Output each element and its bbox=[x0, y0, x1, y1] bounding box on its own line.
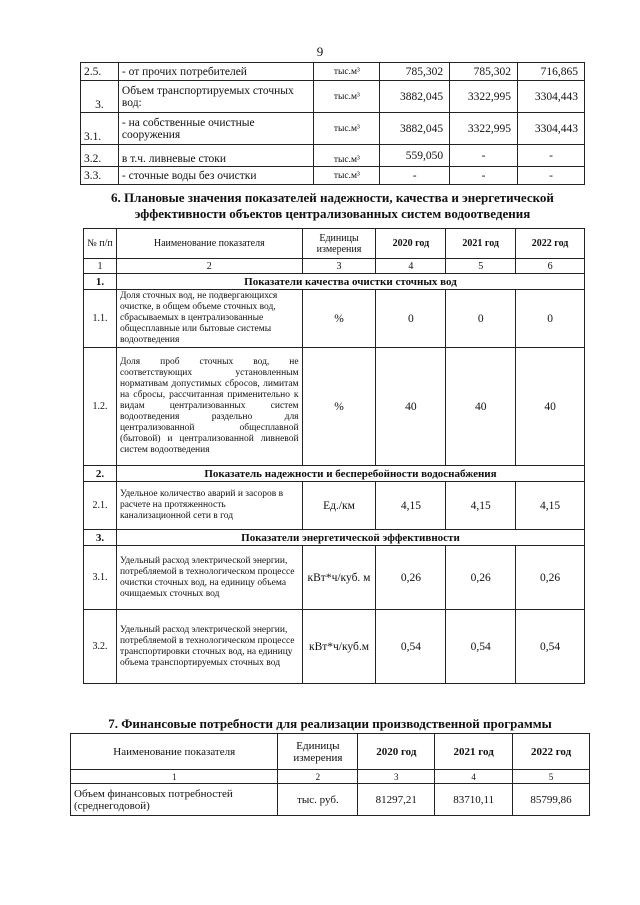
header-unit: Единицы измерения bbox=[302, 229, 376, 259]
row-number: 1.1. bbox=[84, 290, 117, 348]
value-2020: 559,050 bbox=[380, 145, 450, 167]
header-name: Наименование показателя bbox=[71, 734, 278, 770]
col-number: 6 bbox=[516, 259, 585, 274]
value-2022: - bbox=[518, 167, 585, 185]
col-number: 5 bbox=[513, 770, 590, 784]
header-2021: 2021 год bbox=[435, 734, 513, 770]
column-numbers-row bbox=[71, 770, 590, 784]
value-2021: 3322,995 bbox=[450, 113, 518, 145]
value-2021: - bbox=[450, 145, 518, 167]
value-2022: 3304,443 bbox=[518, 81, 585, 113]
header-2022: 2022 год bbox=[513, 734, 590, 770]
value-2021: 0,26 bbox=[446, 546, 516, 610]
header-name: Наименование показателя bbox=[116, 229, 302, 259]
value-2022: - bbox=[518, 145, 585, 167]
value-2021: 0,54 bbox=[446, 610, 516, 684]
value-2021: 3322,995 bbox=[450, 81, 518, 113]
table-row bbox=[84, 348, 585, 466]
col-number: 4 bbox=[376, 259, 446, 274]
table-row bbox=[81, 81, 585, 113]
row-number: 2.5. bbox=[81, 63, 119, 81]
table-row bbox=[81, 167, 585, 185]
row-number: 3.1. bbox=[84, 546, 117, 610]
value-2020: 3882,045 bbox=[380, 113, 450, 145]
value-2022: 85799,86 bbox=[513, 784, 590, 816]
value-2020: 0 bbox=[376, 290, 446, 348]
value-2022: 3304,443 bbox=[518, 113, 585, 145]
col-number: 1 bbox=[71, 770, 278, 784]
table-row bbox=[84, 290, 585, 348]
header-no: № п/п bbox=[84, 229, 117, 259]
table-row bbox=[81, 113, 585, 145]
group-number: 2. bbox=[84, 466, 117, 482]
col-number: 4 bbox=[435, 770, 513, 784]
indicators-table bbox=[83, 228, 585, 684]
group-number: 1. bbox=[84, 274, 117, 290]
value-2020: 3882,045 bbox=[380, 81, 450, 113]
row-number: 3.3. bbox=[81, 167, 119, 185]
column-numbers-row bbox=[84, 259, 585, 274]
value-2020: 0,26 bbox=[376, 546, 446, 610]
value-2020: 785,302 bbox=[380, 63, 450, 81]
financial-needs-table bbox=[70, 733, 590, 816]
row-unit: кВт*ч/куб.м bbox=[302, 610, 376, 684]
row-number: 3.2. bbox=[84, 610, 117, 684]
value-2021: 40 bbox=[446, 348, 516, 466]
row-unit: тыс.м³ bbox=[314, 145, 380, 167]
row-name: Объем транспортируемых сточных вод: bbox=[118, 81, 313, 113]
col-number: 5 bbox=[446, 259, 516, 274]
value-2022: 40 bbox=[516, 348, 585, 466]
value-2022: 0,26 bbox=[516, 546, 585, 610]
value-2020: 4,15 bbox=[376, 482, 446, 530]
header-row bbox=[71, 734, 590, 770]
row-name: Удельное количество аварий и засоров в расчете на протяженность канализационной сети в год bbox=[116, 482, 302, 530]
col-number: 3 bbox=[358, 770, 435, 784]
value-2022: 0,54 bbox=[516, 610, 585, 684]
row-unit: кВт*ч/куб. м bbox=[302, 546, 376, 610]
row-number: 3.2. bbox=[81, 145, 119, 167]
row-unit: Ед./км bbox=[302, 482, 376, 530]
value-2020: - bbox=[380, 167, 450, 185]
page-number: 9 bbox=[316, 44, 324, 59]
value-2022: 4,15 bbox=[516, 482, 585, 530]
row-name: - от прочих потребителей bbox=[118, 63, 313, 81]
table-row bbox=[84, 546, 585, 610]
row-unit: тыс. руб. bbox=[278, 784, 358, 816]
value-2021: 83710,11 bbox=[435, 784, 513, 816]
row-unit: % bbox=[302, 290, 376, 348]
col-number: 2 bbox=[278, 770, 358, 784]
row-unit: тыс.м³ bbox=[314, 63, 380, 81]
header-2022: 2022 год bbox=[516, 229, 585, 259]
header-2020: 2020 год bbox=[376, 229, 446, 259]
row-name: Доля проб сточных вод, не соответствующих установленным нормативам допустимых сбросов, лимитам на сбросы, рассчитанная применительно к видам централизованных систем водоотведения раздельно для централизованной общесплавной (бытовой) и централизованной ливневой систем водоотведения bbox=[116, 348, 302, 466]
header-unit: Единицы измерения bbox=[278, 734, 358, 770]
group-number: 3. bbox=[84, 530, 117, 546]
col-number: 2 bbox=[116, 259, 302, 274]
section-6-title: 6. Плановые значения показателей надежности, качества и энергетической эффективности объектов централизованных систем водоотведения bbox=[111, 190, 554, 221]
row-unit: тыс.м³ bbox=[314, 113, 380, 145]
group-row bbox=[84, 530, 585, 546]
row-number: 2.1. bbox=[84, 482, 117, 530]
header-2021: 2021 год bbox=[446, 229, 516, 259]
header-2020: 2020 год bbox=[358, 734, 435, 770]
row-unit: % bbox=[302, 348, 376, 466]
volumes-table bbox=[80, 62, 585, 185]
value-2021: 4,15 bbox=[446, 482, 516, 530]
group-title: Показатели энергетической эффективности bbox=[116, 530, 584, 546]
row-number: 3. bbox=[81, 81, 119, 113]
value-2020: 40 bbox=[376, 348, 446, 466]
group-row bbox=[84, 274, 585, 290]
row-name: - сточные воды без очистки bbox=[118, 167, 313, 185]
value-2022: 716,865 bbox=[518, 63, 585, 81]
row-number: 1.2. bbox=[84, 348, 117, 466]
row-name: - на собственные очистные сооружения bbox=[118, 113, 313, 145]
row-unit: тыс.м³ bbox=[314, 81, 380, 113]
value-2021: 0 bbox=[446, 290, 516, 348]
table-row bbox=[84, 610, 585, 684]
group-title: Показатели качества очистки сточных вод bbox=[116, 274, 584, 290]
row-number: 3.1. bbox=[81, 113, 119, 145]
value-2022: 0 bbox=[516, 290, 585, 348]
section-7-title: 7. Финансовые потребности для реализации производственной программы bbox=[108, 716, 552, 731]
table-row bbox=[84, 482, 585, 530]
header-row bbox=[84, 229, 585, 259]
group-title: Показатель надежности и бесперебойности водоснабжения bbox=[116, 466, 584, 482]
value-2020: 0,54 bbox=[376, 610, 446, 684]
group-row bbox=[84, 466, 585, 482]
table-row bbox=[81, 63, 585, 81]
table-row bbox=[81, 145, 585, 167]
row-name: Удельный расход электрической энергии, потребляемой в технологическом процессе транспортировки сточных вод, на единицу объема транспортируемых сточных вод bbox=[116, 610, 302, 684]
row-unit: тыс.м³ bbox=[314, 167, 380, 185]
col-number: 3 bbox=[302, 259, 376, 274]
value-2021: - bbox=[450, 167, 518, 185]
row-name: в т.ч. ливневые стоки bbox=[118, 145, 313, 167]
value-2020: 81297,21 bbox=[358, 784, 435, 816]
value-2021: 785,302 bbox=[450, 63, 518, 81]
row-name: Объем финансовых потребностей (среднегодовой) bbox=[71, 784, 278, 816]
col-number: 1 bbox=[84, 259, 117, 274]
row-name: Доля сточных вод, не подвергающихся очистке, в общем объеме сточных вод, сбрасываемых в централизованные общесплавные или бытовые системы водоотведения bbox=[116, 290, 302, 348]
table-row bbox=[71, 784, 590, 816]
row-name: Удельный расход электрической энергии, потребляемой в технологическом процессе очистки сточных вод, на единицу объема очищаемых сточных вод bbox=[116, 546, 302, 610]
